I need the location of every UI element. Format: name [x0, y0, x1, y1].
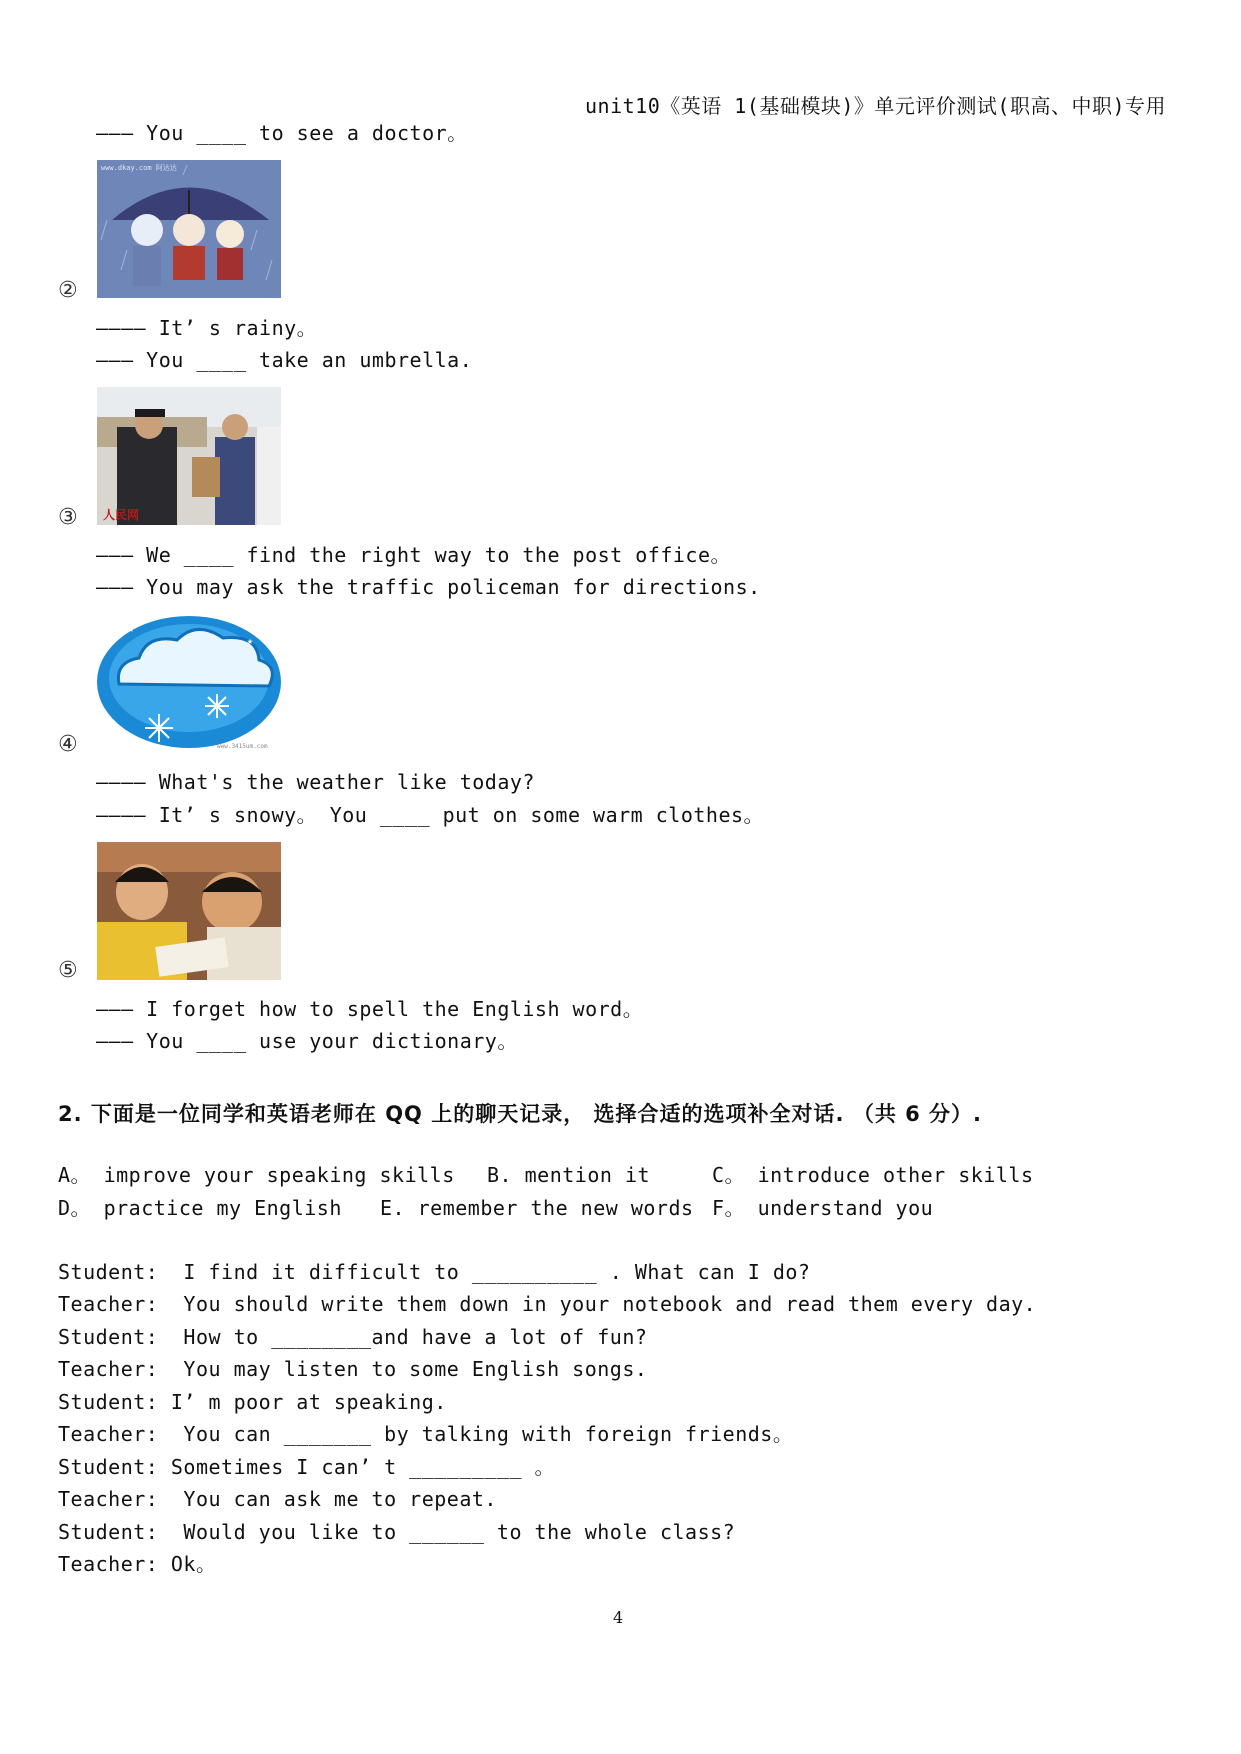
- image-credit: www.3415um.com: [217, 743, 268, 750]
- dialogue-line: ———— It’ s rainy。: [96, 316, 318, 340]
- item-number: ⑤: [58, 958, 78, 983]
- item-number: ④: [58, 732, 78, 757]
- item-number: ③: [58, 505, 78, 530]
- option-f: F。 understand you: [712, 1196, 934, 1220]
- dialogue-line: ———— It’ s snowy。 You ____ put on some warm clothes。: [96, 803, 765, 827]
- option-e: E. remember the new words: [380, 1196, 694, 1220]
- image-credit: 人民网: [103, 508, 140, 522]
- page-number: 4: [613, 1608, 624, 1627]
- page-header: unit10《英语 1(基础模块)》单元评价测试(职高、中职)专用: [585, 94, 1166, 118]
- dialogue-line: ——— We ____ find the right way to the post office。: [96, 543, 732, 567]
- chat-line: Teacher: You can ask me to repeat.: [58, 1487, 497, 1511]
- chat-line: Student: Sometimes I can’ t _________ 。: [58, 1455, 556, 1479]
- svg-text:★: ★: [247, 636, 254, 647]
- question-title: 2. 下面是一位同学和英语老师在 QQ 上的聊天记录， 选择合适的选项补全对话. （共 6 分）.: [58, 1102, 983, 1126]
- option-d: D。 practice my English: [58, 1196, 342, 1220]
- dialogue-line: ——— I forget how to spell the English word。: [96, 997, 644, 1021]
- chat-line: Student: Would you like to ______ to the whole class?: [58, 1520, 736, 1544]
- snowy-weather-icon: [97, 614, 281, 752]
- dialogue-line: ——— You ____ take an umbrella.: [96, 348, 473, 372]
- option-a: A。 improve your speaking skills: [58, 1163, 455, 1187]
- rainy-umbrella-image: [97, 160, 281, 298]
- chat-line: Student: I find it difficult to __________ . What can I do?: [58, 1260, 811, 1284]
- item-number: ②: [58, 278, 78, 303]
- dialogue-line: ——— You may ask the traffic policeman for directions.: [96, 575, 761, 599]
- chat-line: Teacher: You should write them down in your notebook and read them every day.: [58, 1292, 1037, 1316]
- traffic-policeman-photo: [97, 387, 281, 525]
- dialogue-line: ——— You ____ use your dictionary。: [96, 1029, 518, 1053]
- chat-line: Student: How to ________and have a lot of fun?: [58, 1325, 648, 1349]
- chat-line: Teacher: Ok。: [58, 1552, 217, 1576]
- chat-line: Teacher: You can _______ by talking with foreign friends。: [58, 1422, 794, 1446]
- chat-line: Teacher: You may listen to some English songs.: [58, 1357, 648, 1381]
- dialogue-line: ———— What's the weather like today?: [96, 770, 535, 794]
- boys-reading-dictionary-photo: [97, 842, 281, 980]
- option-c: C。 introduce other skills: [712, 1163, 1034, 1187]
- option-b: B. mention it: [487, 1163, 651, 1187]
- svg-text:★: ★: [127, 621, 135, 635]
- image-credit: www.dkay.com 阿达达: [101, 164, 177, 172]
- dialogue-line: ——— You ____ to see a doctor。: [96, 121, 468, 145]
- chat-line: Student: I’ m poor at speaking.: [58, 1390, 447, 1414]
